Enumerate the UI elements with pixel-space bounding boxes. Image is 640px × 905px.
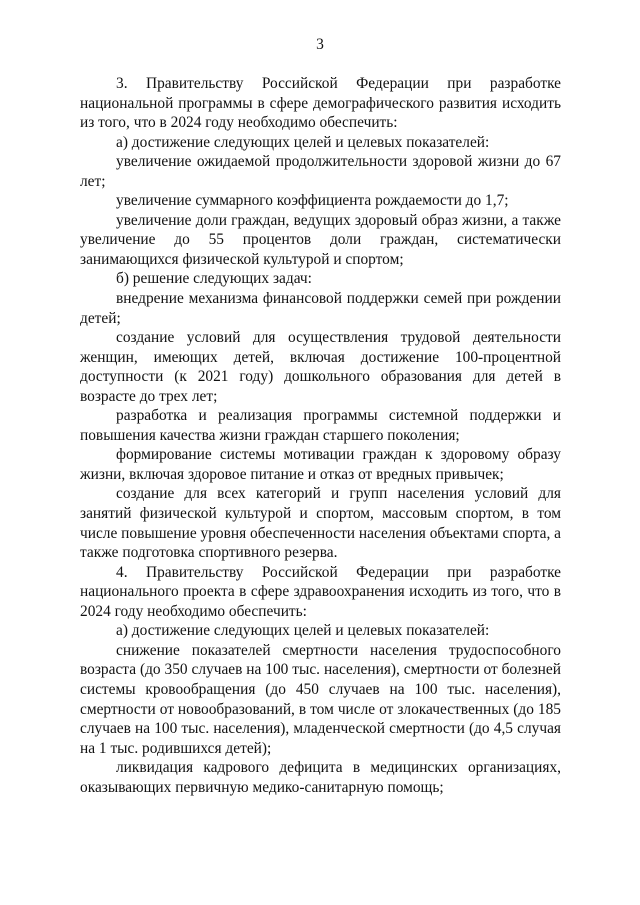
paragraph-motivation-system: формирование системы мотивации граждан к здоровому образу жизни, включая здоровое питание и отказ от вредных привычек; <box>80 446 561 483</box>
paragraph-mortality-reduction: снижение показателей смертности населения трудоспособного возраста (до 350 случаев на 100 тыс. населения), смертности от болезней системы кровообращения (до 450 случаев на 100 тыс. населения), смертности от новообразований, в том числе от злокачественных (до 185 случаев на 100 тыс. населения), младенческой смертности (до 4,5 случая на 1 тыс. родившихся детей); <box>80 641 561 757</box>
document-body <box>80 74 561 797</box>
paragraph-sport-conditions: создание для всех категорий и групп населения условий для занятий физической культурой и спортом, массовым спортом, в том числе повышение уровня обеспеченности населения объектами спорта, а также подготовка спортивного резерва. <box>80 485 562 562</box>
paragraph-staff-shortage: ликвидация кадрового дефицита в медицинских организациях, оказывающих первичную медико-санитарную помощь; <box>80 759 561 796</box>
paragraph-life-expectancy: увеличение ожидаемой продолжительности здоровой жизни до 67 лет; <box>80 153 561 190</box>
paragraph-women-employment: создание условий для осуществления трудовой деятельности женщин, имеющих детей, включая достижение 100-процентной доступности (к 2021 году) дошкольного образования для детей в возрасте до трех лет; <box>80 329 561 405</box>
page-number: 3 <box>316 36 324 53</box>
paragraph-health-goals-heading: а) достижение следующих целей и целевых показателей: <box>116 622 490 640</box>
paragraph-healthy-lifestyle: увеличение доли граждан, ведущих здоровый образ жизни, а также увеличение до 55 процентов доли граждан, систематически занимающихся физической культурой и спортом; <box>80 211 561 268</box>
paragraph-senior-support: разработка и реализация программы системной поддержки и повышения качества жизни граждан старшего поколения; <box>80 407 561 444</box>
paragraph-item-4-intro: 4. Правительству Российской Федерации при разработке национального проекта в сфере здравоохранения исходить из того, что в 2024 году необходимо обеспечить: <box>80 563 561 620</box>
paragraph-fertility-rate: увеличение суммарного коэффициента рождаемости до 1,7; <box>116 192 509 210</box>
paragraph-goals-heading: а) достижение следующих целей и целевых показателей: <box>116 133 490 151</box>
paragraph-item-3-intro: 3. Правительству Российской Федерации при разработке национальной программы в сфере демографического развития исходить из того, что в 2024 году необходимо обеспечить: <box>80 75 561 132</box>
paragraph-tasks-heading: б) решение следующих задач: <box>116 270 312 288</box>
paragraph-family-support: внедрение механизма финансовой поддержки семей при рождении детей; <box>80 290 561 327</box>
